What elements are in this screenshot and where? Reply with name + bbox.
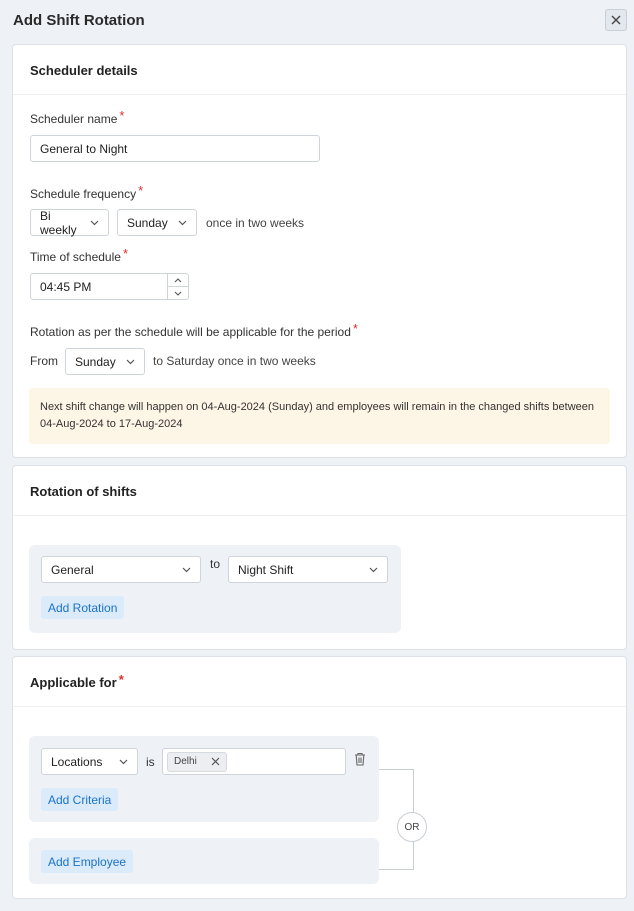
time-input[interactable]: 04:45 PM — [40, 279, 92, 294]
to-shift-value: Night Shift — [238, 562, 294, 577]
chevron-up-icon — [174, 278, 182, 283]
frequency-select[interactable] — [30, 209, 109, 236]
applicable-heading — [13, 657, 626, 707]
close-icon — [211, 757, 220, 766]
from-shift-select[interactable] — [41, 556, 201, 583]
chevron-down-icon — [178, 220, 187, 226]
step-down-button[interactable] — [168, 287, 188, 299]
rotation-card — [12, 465, 627, 650]
chevron-down-icon — [90, 220, 99, 226]
from-day-select[interactable] — [65, 348, 145, 375]
add-employee-button[interactable]: Add Employee — [41, 850, 133, 873]
stepper-buttons — [167, 274, 188, 299]
chevron-down-icon — [369, 567, 378, 573]
close-button[interactable] — [605, 9, 627, 31]
from-label: From — [30, 354, 58, 368]
period-label — [30, 321, 358, 339]
period-to-text: to Saturday once in two weeks — [153, 354, 316, 368]
or-badge: OR — [397, 812, 427, 842]
day-select-value: Sunday — [127, 215, 168, 230]
applicable-card — [12, 656, 627, 899]
delete-criteria-button[interactable] — [354, 752, 366, 769]
criteria-box — [29, 736, 379, 822]
add-rotation-button[interactable]: Add Rotation — [41, 596, 124, 619]
chevron-down-icon — [174, 291, 182, 296]
time-label-text: Time of schedule — [30, 250, 121, 264]
close-icon — [611, 15, 621, 25]
scheduler-name-label-text: Scheduler name — [30, 112, 118, 126]
scheduler-name-input[interactable]: General to Night — [30, 135, 320, 162]
scheduler-details-heading: Scheduler details — [13, 45, 626, 95]
trash-icon — [354, 752, 366, 766]
required-mark: * — [122, 246, 128, 261]
dialog-title: Add Shift Rotation — [13, 12, 145, 29]
period-label-text: Rotation as per the schedule will be applicable for the period — [30, 325, 351, 339]
from-day-select-value: Sunday — [75, 354, 116, 369]
is-label: is — [146, 755, 155, 769]
required-mark: * — [119, 108, 125, 123]
criteria-field-select[interactable] — [41, 748, 138, 775]
tag-label: Delhi — [174, 756, 197, 767]
from-shift-value: General — [51, 562, 94, 577]
criteria-field-value: Locations — [51, 754, 103, 769]
required-mark: * — [138, 183, 144, 198]
applicable-heading-text: Applicable for — [30, 675, 117, 690]
schedule-frequency-label — [30, 183, 144, 201]
schedule-frequency-label-text: Schedule frequency — [30, 187, 137, 201]
rotation-heading: Rotation of shifts — [13, 466, 626, 516]
frequency-text: once in two weeks — [206, 216, 305, 230]
dialog-header — [0, 0, 634, 42]
scheduler-details-card — [12, 44, 627, 458]
chevron-down-icon — [126, 359, 135, 365]
to-label: to — [210, 557, 221, 571]
required-mark: * — [352, 321, 358, 336]
day-select[interactable] — [117, 209, 197, 236]
frequency-select-value: Bi weekly — [40, 208, 77, 237]
scheduler-name-label — [30, 108, 125, 126]
step-up-button[interactable] — [168, 274, 188, 287]
remove-tag-button[interactable] — [211, 757, 220, 766]
shift-change-note: Next shift change will happen on 04-Aug-2024 (Sunday) and employees will remain in the changed shifts between 04-Aug-2024 to 17-Aug-2024 — [29, 388, 610, 444]
chevron-down-icon — [182, 567, 191, 573]
time-of-schedule-label — [30, 246, 128, 264]
criteria-tag — [167, 752, 227, 772]
criteria-value-input[interactable] — [162, 748, 346, 775]
add-criteria-button[interactable]: Add Criteria — [41, 788, 118, 811]
to-shift-select[interactable] — [228, 556, 388, 583]
required-mark: * — [118, 672, 124, 687]
chevron-down-icon — [119, 759, 128, 765]
time-stepper[interactable] — [30, 273, 189, 300]
employee-box — [29, 838, 379, 884]
rotation-row-box — [29, 545, 401, 633]
